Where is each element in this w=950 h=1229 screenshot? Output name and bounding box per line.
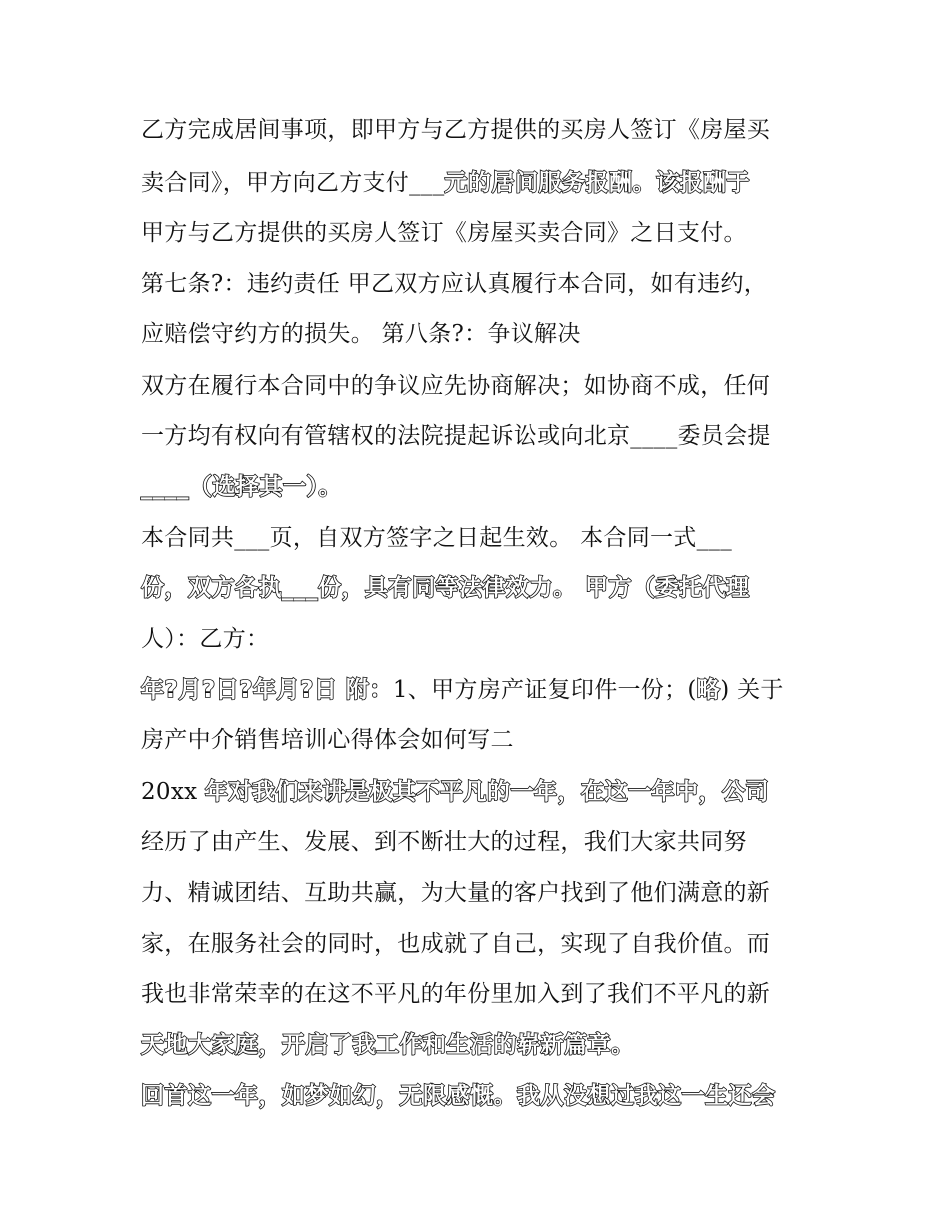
text-line	[141, 822, 747, 862]
text-line	[141, 720, 514, 760]
text-line	[141, 619, 269, 659]
outlined-text: 天地大家庭，开启了我工作和生活的崭新篇章。	[141, 1032, 635, 1058]
text-line	[141, 518, 732, 558]
body-text: 20xx	[141, 779, 206, 805]
body-text: 乙方完成居间事项，即甲方与乙方提供的买房人签订《房屋买	[141, 117, 771, 143]
body-text: 一方均有权向有管辖权的法院提起诉讼或向北京____委员会提	[141, 423, 771, 449]
text-line	[141, 467, 342, 507]
body-text: 经历了由产生、发展、到不断壮大的过程，我们大家共同努	[141, 829, 747, 855]
text-line	[141, 110, 770, 150]
body-text: 应赔偿守约方的损失。 第八条?：争议解决	[141, 321, 581, 347]
text-line	[141, 1076, 776, 1116]
body-text: 双方在履行本合同中的争议应先协商解决；如协商不成，任何	[141, 373, 771, 399]
body-text: 本合同共___页，自双方签字之日起生效。 本合同一式___	[141, 525, 733, 551]
body-text: 第七条?：违约责任 甲乙双方应认真履行本合同，如有违约，	[141, 271, 768, 297]
body-text: 力、精诚团结、互助共赢，为大量的客户找到了他们满意的新	[141, 880, 771, 906]
body-text: 甲方与乙方提供的买房人签订《房屋买卖合同》之日支付。	[141, 220, 747, 246]
text-line	[141, 568, 750, 608]
outlined-text: 元的居间服务报酬。该报酬于	[444, 170, 750, 196]
outlined-text: 份，双方各执___份，具有同等法律效力。 甲方（委托代理	[141, 575, 750, 601]
body-text: 我也非常荣幸的在这不平凡的年份里加入到了我们不平凡的新	[141, 981, 771, 1007]
text-line	[141, 924, 770, 964]
text-line	[141, 163, 750, 203]
body-text: 人）：乙方：	[141, 626, 270, 652]
outlined-text: 略	[696, 677, 721, 703]
outlined-text: 年对我们来讲是极其不平凡的一年，在这一年中，公司	[205, 779, 770, 805]
outlined-text: 年?月?日?年月?日 附：	[141, 677, 393, 703]
text-line	[141, 670, 784, 710]
body-text: 家，在服务社会的同时，也成就了自己，实现了自我价值。而	[141, 931, 771, 957]
text-line	[141, 213, 747, 253]
text-line	[141, 264, 767, 304]
body-text: 1、甲方房产证复印件一份；(	[392, 677, 697, 703]
body-text: ) 关于	[720, 677, 784, 703]
outlined-text: ____（选择其一）。	[141, 474, 342, 500]
body-text: 房产中介销售培训心得体会如何写二	[141, 727, 514, 753]
body-text: 卖合同》，甲方向乙方支付___	[141, 170, 445, 196]
outlined-text: 回首这一年，如梦如幻，无限感慨。我从没想过我这一生还会	[141, 1083, 776, 1109]
text-line	[141, 873, 770, 913]
text-line	[141, 974, 770, 1014]
text-line	[141, 366, 770, 406]
text-line	[141, 1025, 635, 1065]
text-line	[141, 314, 581, 354]
text-line	[141, 416, 771, 456]
text-line	[141, 772, 769, 812]
